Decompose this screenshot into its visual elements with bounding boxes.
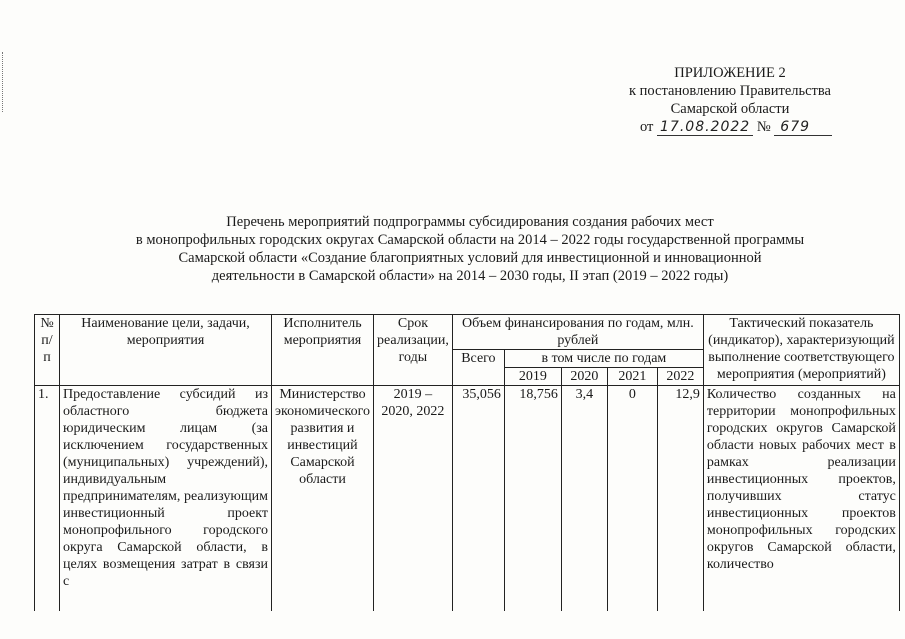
header-year-2020: 2020	[561, 368, 607, 386]
header-executor: Исполнитель мероприятия	[272, 315, 374, 386]
header-term: Срок реализации, годы	[373, 315, 452, 386]
row-2020: 3,4	[561, 386, 607, 612]
measures-table	[34, 314, 900, 611]
appendix-block	[600, 64, 860, 136]
title-line-1: Перечень мероприятий подпрограммы субсидирования создания рабочих мест	[226, 214, 714, 230]
date-prefix: от	[639, 119, 654, 135]
document-title	[100, 213, 840, 285]
row-indicator: Количество созданных на территории монопрофильных городских округов Самарской области новых рабочих мест в рамках реализации инвестиционных проектов, получивших статус инвестиционных проектов монопрофильных городских округов Самарской области, количество	[703, 386, 899, 612]
appendix-date-line	[640, 118, 832, 136]
header-year-2019: 2019	[504, 368, 561, 386]
table-row	[35, 386, 900, 612]
row-executor: Министерство экономического развития и инвестиций Самарской области	[272, 386, 374, 612]
row-2019: 18,756	[504, 386, 561, 612]
appendix-decree: к постановлению Правительства	[629, 83, 831, 99]
row-num: 1.	[35, 386, 60, 612]
header-by-years: в том числе по годам	[504, 350, 703, 368]
header-year-2022: 2022	[657, 368, 703, 386]
appendix-region: Самарской области	[670, 101, 790, 117]
row-2021: 0	[607, 386, 657, 612]
title-line-2: в монопрофильных городских округах Самарской области на 2014 – 2022 годы государственной программы	[135, 232, 805, 248]
scan-margin-mark	[2, 52, 5, 112]
number-label: №	[756, 119, 771, 135]
header-funding: Объем финансирования по годам, млн. рублей	[452, 315, 703, 350]
header-total: Всего	[452, 350, 504, 386]
row-2022: 12,9	[657, 386, 703, 612]
header-name: Наименование цели, задачи, мероприятия	[60, 315, 272, 386]
handwritten-number: 679	[774, 119, 832, 136]
row-term: 2019 – 2020, 2022	[373, 386, 452, 612]
title-line-3: Самарской области «Создание благоприятных условий для инвестиционной и инновационной	[178, 250, 762, 266]
appendix-title: ПРИЛОЖЕНИЕ 2	[674, 65, 786, 81]
header-year-2021: 2021	[607, 368, 657, 386]
handwritten-date: 17.08.2022	[657, 119, 753, 136]
row-name: Предоставление субсидий из областного бюджета юридическим лицам (за исключением государственных (муниципальных) учреждений), индивидуальным предпринимателям, реализующим инвестиционный проект монопрофильного городского округа Самарской области, в целях возмещения затрат в связи с	[60, 386, 272, 612]
header-num: № п/п	[35, 315, 60, 386]
row-total: 35,056	[452, 386, 504, 612]
title-line-4: деятельности в Самарской области» на 2014 – 2030 годы, II этап (2019 – 2022 годы)	[211, 268, 729, 284]
header-indicator: Тактический показатель (индикатор), характеризующий выполнение соответствующего мероприятия (мероприятий)	[703, 315, 899, 386]
